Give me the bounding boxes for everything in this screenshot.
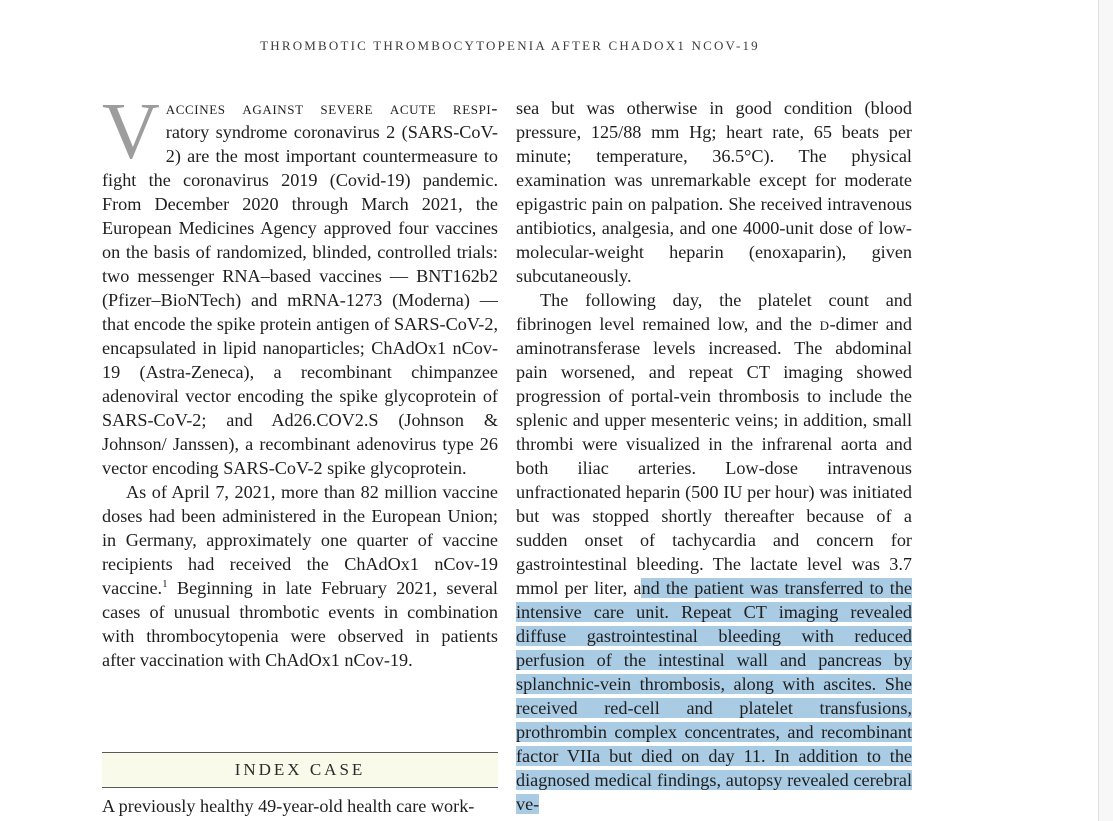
index-case-first-line: A previously healthy 49-year-old health care work- <box>102 796 475 816</box>
running-head: THROMBOTIC THROMBOCYTOPENIA AFTER CHADOX1 NCOV-19 <box>260 38 760 53</box>
index-case-heading: INDEX CASE <box>102 752 498 788</box>
intro-text: ratory syndrome coronavirus 2 (SARS-CoV-2) are the most important countermeasure to fight the coronavirus 2019 (Covid-19) pandemic. From December 2020 through March 2021, the European Medicines Agency approved four vaccines on the basis of randomized, blinded, controlled trials: two messenger RNA–based vaccines — BNT162b2 (Pfizer–BioNTech) and mRNA-1273 (Moderna) — that encode the spike protein antigen of SARS-CoV-2, encapsulated in lipid nanoparticles; ChAdOx1 nCov-19 (Astra-Zeneca), a recombinant chimpanzee adenoviral vector encoding the spike glycoprotein of SARS-CoV-2; and Ad26.COV2.S (Johnson & Johnson/ Janssen), a recombinant adenovirus type 26 vector encoding SARS-CoV-2 spike glycoprotein. <box>102 122 498 478</box>
drop-cap: V <box>102 88 160 176</box>
reference-1[interactable]: 1 <box>162 577 168 590</box>
intro-smallcaps: accines against severe acute respi- <box>165 98 498 118</box>
right-column <box>516 96 912 816</box>
right-paragraph-1: sea but was otherwise in good condition (blood pressure, 125/88 mm Hg; heart rate, 65 beats per minute; temperature, 36.5°C). The physical examination was unremarkable except for moderate epigastric pain on palpation. She received intravenous antibiotics, analgesia, and one 4000-unit dose of low-molecular-weight heparin (enoxaparin), given subcutaneously. <box>516 98 912 286</box>
intro-paragraph <box>102 88 498 480</box>
para2-text-b: Beginning in late February 2021, several cases of unusual thrombotic events in combination with thrombocytopenia were observed in patients after vaccination with ChAdOx1 nCov-19. <box>102 578 498 670</box>
para2-text-a: As of April 7, 2021, more than 82 million vaccine doses had been administered in the European Union; in Germany, approximately one quarter of vaccine recipients had received the ChAdOx1 nCov-19 vaccine. <box>102 482 498 598</box>
para2-part-b: -dimer and aminotransferase levels increased. The abdominal pain worsened, and repeat CT imaging showed progression of portal-vein thrombosis to include the splenic and upper mesenteric veins; in addition, small thrombi were visualized in the infrarenal aorta and both iliac arteries. Low-dose intravenous unfractionated heparin (500 IU per hour) was initiated but was stopped shortly thereafter because of a sudden onset of tachycardia and concern for gastrointestinal bleeding. The lactate level was 3.7 mmol per liter, a <box>516 314 912 598</box>
highlighted-selection[interactable]: nd the patient was transferred to the intensive care unit. Repeat CT imaging revealed diffuse gastrointestinal bleeding with reduced perfusion of the intestinal wall and pancreas by splanchnic-vein thrombosis, along with ascites. She received red-cell and platelet transfusions, prothrombin complex concentrates, and recombinant factor VIIa but died on day 11. In addition to the diagnosed medical findings, autopsy revealed cerebral ve- <box>516 578 913 814</box>
para2-part-a: The following day, the platelet count and fibrinogen level remained low, and the <box>516 290 912 334</box>
left-column <box>102 88 498 672</box>
right-paragraph-2 <box>516 288 912 816</box>
paragraph-2 <box>102 480 498 672</box>
page-edge <box>1098 0 1113 821</box>
d-dimer-smallcap: d <box>819 314 830 334</box>
